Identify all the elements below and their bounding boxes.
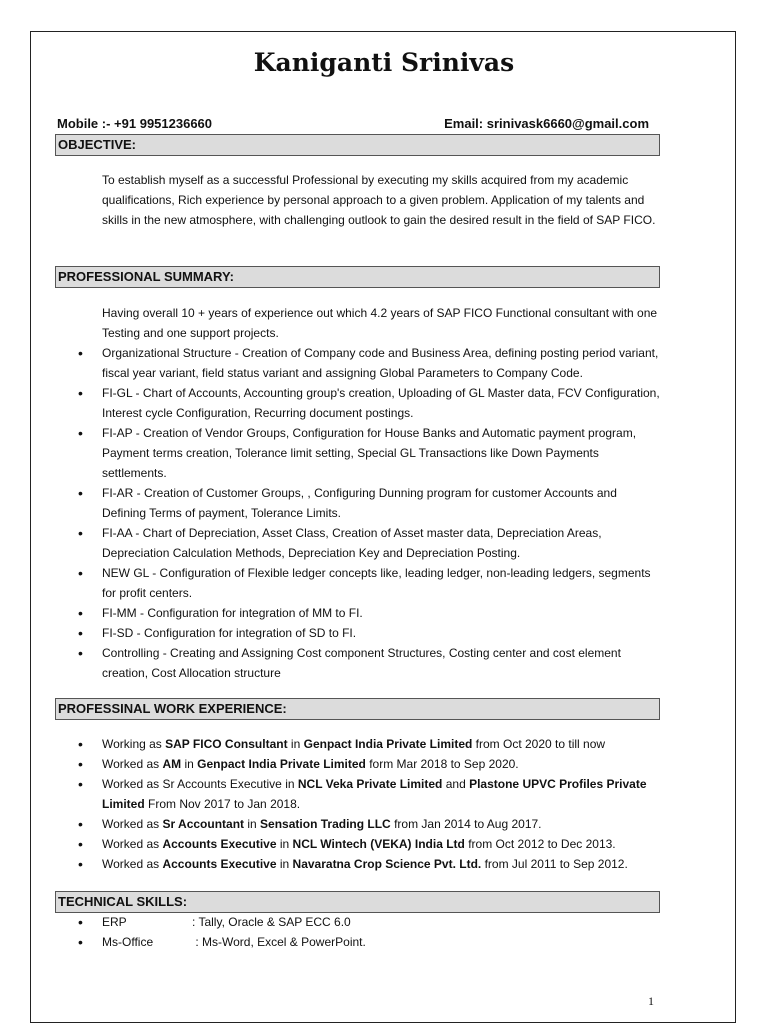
list-item: • FI-GL - Chart of Accounts, Accounting group's creation, Uploading of GL Master data, FCV Configuration, Interest cycle Configuration, Recurring document postings. — [102, 383, 662, 423]
summary-intro: Having overall 10 + years of experience out which 4.2 years of SAP FICO Functional consultant with one Testing and one support projects. — [102, 306, 658, 340]
list-item: • FI-MM - Configuration for integration of MM to FI. — [102, 603, 662, 623]
list-item: • FI-AA - Chart of Depreciation, Asset Class, Creation of Asset master data, Depreciation Areas, Depreciation Calculation Methods, Depreciation Key and Depreciation Posting. — [102, 523, 662, 563]
list-item — [102, 912, 662, 932]
page-number: 1 — [648, 994, 654, 1008]
list-item: • Worked as Accounts Executive in NCL Wintech (VEKA) India Ltd from Oct 2012 to Dec 2013. — [102, 834, 662, 854]
experience-list — [102, 734, 662, 874]
summary-list — [102, 343, 662, 683]
list-item — [102, 932, 662, 952]
list-item: • Worked as Sr Accountant in Sensation Trading LLC from Jan 2014 to Aug 2017. — [102, 814, 662, 834]
list-item: • Worked as Sr Accounts Executive in NCL Veka Private Limited and Plastone UPVC Profiles Private Limited From Nov 2017 to Jan 2018. — [102, 774, 662, 814]
summary-heading: PROFESSIONAL SUMMARY: — [55, 266, 660, 288]
skill-term: ERP — [102, 915, 127, 929]
experience-heading: PROFESSINAL WORK EXPERIENCE: — [55, 698, 660, 720]
list-item: • Organizational Structure - Creation of Company code and Business Area, defining posting period variant, fiscal year variant, field status variant and assigning Global Parameters to Company Code. — [102, 343, 662, 383]
list-item: • Worked as AM in Genpact India Private Limited form Mar 2018 to Sep 2020. — [102, 754, 662, 774]
objective-text: To establish myself as a successful Professional by executing my skills acquired from my academic qualifications, Rich experience by personal approach to a given problem. Application of my talents and skills in the new atmosphere, with challenging outlook to gain the desired result in the field of SAP FICO. — [102, 173, 656, 227]
list-item: • FI-SD - Configuration for integration of SD to FI. — [102, 623, 662, 643]
objective-heading: OBJECTIVE: — [55, 134, 660, 156]
skill-value: : Tally, Oracle & SAP ECC 6.0 — [192, 915, 351, 929]
list-item: • Working as SAP FICO Consultant in Genpact India Private Limited from Oct 2020 to till now — [102, 734, 662, 754]
list-item: • Controlling - Creating and Assigning Cost component Structures, Costing center and cost element creation, Cost Allocation structure — [102, 643, 662, 683]
skills-list — [102, 912, 662, 952]
list-item: • NEW GL - Configuration of Flexible ledger concepts like, leading ledger, non-leading ledgers, segments for profit centers. — [102, 563, 662, 603]
list-item: • Worked as Accounts Executive in Navaratna Crop Science Pvt. Ltd. from Jul 2011 to Sep 2012. — [102, 854, 662, 874]
list-item: • FI-AR - Creation of Customer Groups, , Configuring Dunning program for customer Accounts and Defining Terms of payment, Tolerance Limits. — [102, 483, 662, 523]
skill-value: : Ms-Word, Excel & PowerPoint. — [192, 935, 366, 949]
skill-term: Ms-Office — [102, 935, 154, 949]
list-item: • FI-AP - Creation of Vendor Groups, Configuration for House Banks and Automatic payment program, Payment terms creation, Tolerance limit setting, Special GL Transactions like Down Payments settlements. — [102, 423, 662, 483]
email-address: Email: srinivask6660@gmail.com — [444, 116, 649, 131]
mobile-number: Mobile :- +91 9951236660 — [57, 116, 213, 131]
candidate-name: Kaniganti Srinivas — [253, 48, 515, 77]
skills-heading: TECHNICAL SKILLS: — [55, 891, 660, 913]
